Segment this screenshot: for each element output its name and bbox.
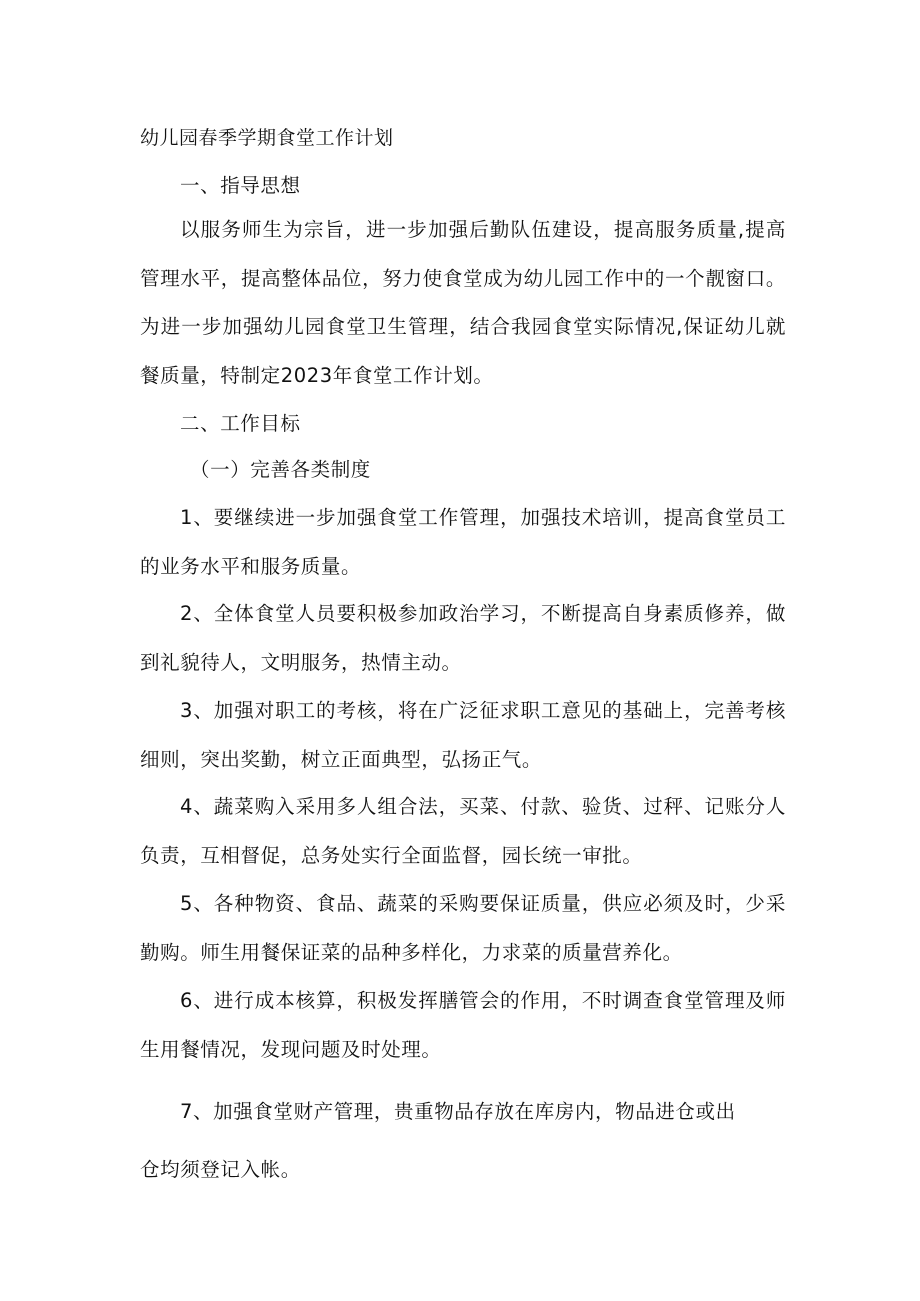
goal-item-1: 1、要继续进一步加强食堂工作管理，加强技术培训，提高食堂员工的业务水平和服务质量。 [140, 506, 786, 578]
subsection-heading-improve-systems: （一）完善各类制度 [190, 458, 371, 481]
goal-item-5: 5、各种物资、食品、蔬菜的采购要保证质量，供应必须及时，少采勤购。师生用餐保证菜的品种多样化，力求菜的质量营养化。 [140, 892, 786, 964]
goal-item-2: 2、全体食堂人员要积极参加政治学习，不断提高自身素质修养，做到礼貌待人，文明服务，热情主动。 [140, 602, 786, 674]
guiding-ideology-paragraph: 以服务师生为宗旨，进一步加强后勤队伍建设，提高服务质量,提高管理水平，提高整体品位，努力使食堂成为幼儿园工作中的一个靓窗口。为进一步加强幼儿园食堂卫生管理，结合我园食堂实际情况,保证幼儿就餐质量，特制定2023年食堂工作计划。 [140, 218, 786, 387]
goal-item-3: 3、加强对职工的考核，将在广泛征求职工意见的基础上，完善考核细则，突出奖勤，树立正面典型，弘扬正气。 [140, 699, 786, 771]
goal-item-7-line-1: 7、加强食堂财产管理，贵重物品存放在库房内，物品进仓或出 [180, 1100, 736, 1123]
goal-item-6: 6、进行成本核算，积极发挥膳管会的作用，不时调查食堂管理及师生用餐情况，发现问题及时处理。 [140, 989, 786, 1061]
goal-item-7-line-2: 仓均须登记入帐。 [140, 1158, 301, 1181]
goal-item-4: 4、蔬菜购入采用多人组合法，买菜、付款、验货、过秤、记账分人负责，互相督促，总务处实行全面监督，园长统一审批。 [140, 795, 786, 867]
section-heading-work-goals: 二、工作目标 [180, 412, 301, 435]
section-heading-guiding-ideology: 一、指导思想 [180, 174, 301, 197]
document-title: 幼儿园春季学期食堂工作计划 [140, 127, 394, 149]
